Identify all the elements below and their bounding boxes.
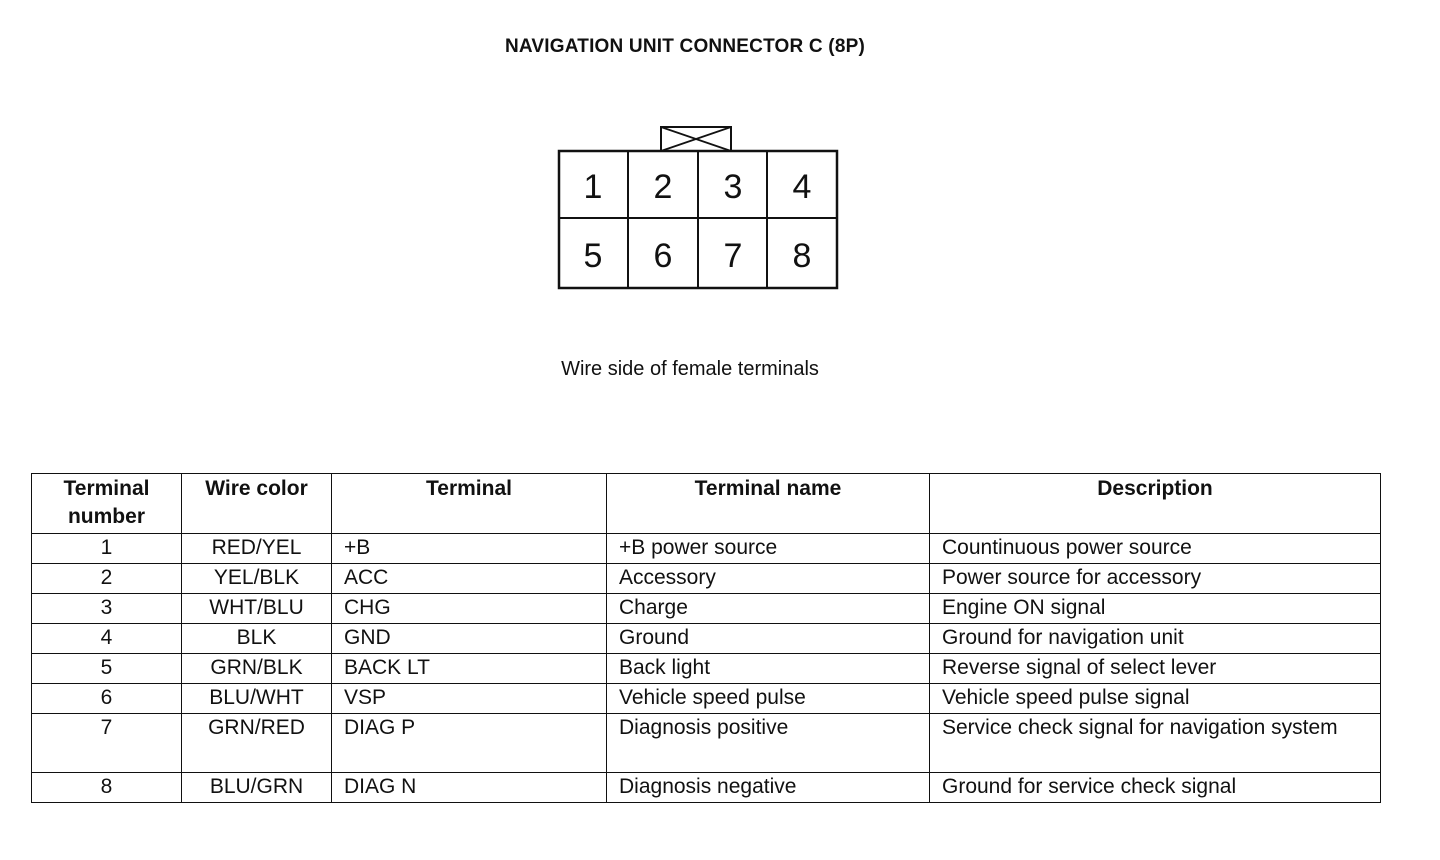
terminal-cell: DIAG P [332,714,607,773]
header-terminal-name: Terminal name [607,474,930,534]
terminal-table [31,473,1381,803]
terminal-cell: DIAG N [332,773,607,803]
terminal-cell: GND [332,624,607,654]
pin-label: 1 [583,168,603,206]
table-row [32,714,1381,773]
terminal-name-cell: Diagnosis negative [607,773,930,803]
header-terminal: Terminal [332,474,607,534]
description-cell: Vehicle speed pulse signal [930,684,1381,714]
description-cell: Power source for accessory [930,564,1381,594]
terminal-name-cell: Ground [607,624,930,654]
wire-color-cell: YEL/BLK [182,564,332,594]
header-wire-color: Wire color [182,474,332,534]
terminal-name-cell: Accessory [607,564,930,594]
table-row [32,654,1381,684]
terminal-cell: ACC [332,564,607,594]
description-cell: Reverse signal of select lever [930,654,1381,684]
wire-color-cell: GRN/RED [182,714,332,773]
terminal-number-cell: 3 [32,594,182,624]
connector-diagram [540,118,860,298]
header-description: Description [930,474,1381,534]
table-row [32,624,1381,654]
description-cell: Service check signal for navigation system [930,714,1381,773]
wire-color-cell: WHT/BLU [182,594,332,624]
description-cell: Engine ON signal [930,594,1381,624]
pin-label: 3 [723,168,743,206]
wire-color-cell: BLK [182,624,332,654]
table-row [32,773,1381,803]
table-row [32,594,1381,624]
description-cell: Countinuous power source [930,534,1381,564]
wire-color-cell: RED/YEL [182,534,332,564]
terminal-name-cell: Vehicle speed pulse [607,684,930,714]
wire-color-cell: BLU/WHT [182,684,332,714]
table-row [32,564,1381,594]
table-row [32,684,1381,714]
terminal-number-cell: 5 [32,654,182,684]
terminal-name-cell: +B power source [607,534,930,564]
terminal-number-cell: 8 [32,773,182,803]
terminal-number-cell: 4 [32,624,182,654]
connector-lock-tab [661,127,731,151]
connector-caption: Wire side of female terminals [561,358,819,380]
terminal-name-cell: Diagnosis positive [607,714,930,773]
table-row [32,534,1381,564]
diagram-title: NAVIGATION UNIT CONNECTOR C (8P) [504,36,865,57]
terminal-name-cell: Charge [607,594,930,624]
pin-label: 8 [792,237,812,275]
pin-label: 4 [792,168,812,206]
terminal-cell: VSP [332,684,607,714]
terminal-number-cell: 2 [32,564,182,594]
pin-label: 5 [583,237,603,275]
pin-label: 2 [653,168,673,206]
header-terminal-number [32,474,182,534]
terminal-number-cell: 1 [32,534,182,564]
pin-label: 6 [653,237,673,275]
wire-color-cell: GRN/BLK [182,654,332,684]
table-header-row [32,474,1381,534]
terminal-cell: BACK LT [332,654,607,684]
header-text: number [67,505,145,528]
terminal-cell: +B [332,534,607,564]
terminal-name-cell: Back light [607,654,930,684]
terminal-cell: CHG [332,594,607,624]
wire-color-cell: BLU/GRN [182,773,332,803]
pin-label: 7 [723,237,743,275]
header-text: Terminal [63,477,150,500]
terminal-number-cell: 7 [32,714,182,773]
description-cell: Ground for service check signal [930,773,1381,803]
description-cell: Ground for navigation unit [930,624,1381,654]
terminal-number-cell: 6 [32,684,182,714]
